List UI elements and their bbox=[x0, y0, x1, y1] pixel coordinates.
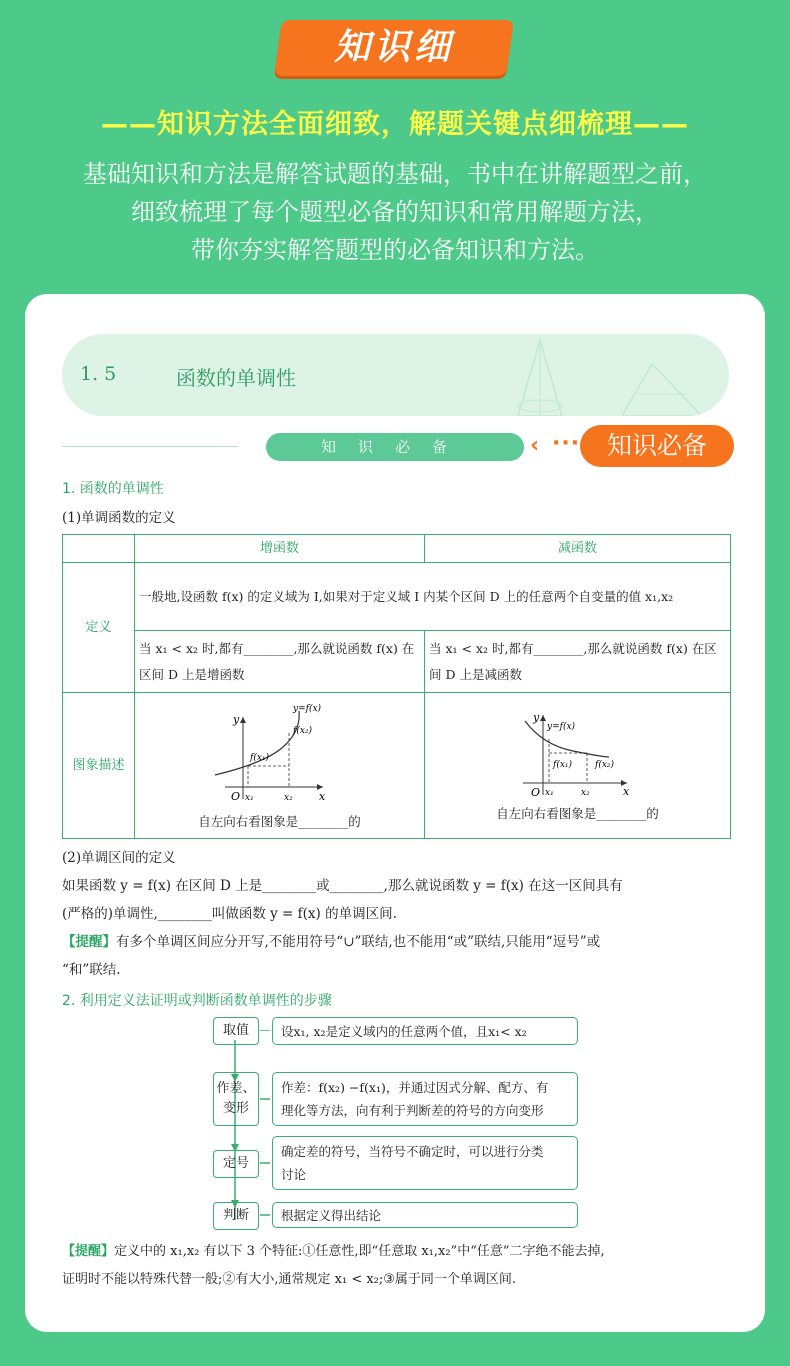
subheading-interval: (2)单调区间的定义 bbox=[62, 850, 176, 866]
graph-y-label: y bbox=[232, 712, 239, 726]
graph-increasing-caption: 自左向右看图象是________的 bbox=[198, 813, 361, 829]
intro-text bbox=[0, 155, 790, 269]
graph-fx2-label: f(x₂) bbox=[292, 725, 312, 736]
section-number: 1. 5 bbox=[80, 363, 117, 385]
tip-1-label: 【提醒】 bbox=[62, 934, 116, 950]
graph-x1-label: x₁ bbox=[244, 792, 254, 803]
decreasing-graph bbox=[503, 705, 653, 801]
interval-definition-line-1: 如果函数 y = f(x) 在区间 D 上是________或________,那么就说函数 y = f(x) 在这一区间具有 bbox=[62, 878, 623, 894]
table-row-definition-split bbox=[63, 631, 731, 693]
col-decreasing: 减函数 bbox=[425, 535, 731, 563]
graph2-fx1-label: f(x₁) bbox=[552, 759, 572, 770]
graph-fx1-label: f(x₁) bbox=[249, 752, 269, 763]
graph-curve-label: y=f(x) bbox=[292, 703, 321, 714]
flow-step-determine-sign: 定号 bbox=[213, 1150, 259, 1178]
row-graph: 图象描述 bbox=[63, 693, 135, 839]
graph2-fx2-label: f(x₂) bbox=[594, 759, 614, 770]
definition-common: 一般地,设函数 f(x) 的定义域为 I,如果对于定义域 I 内某个区间 D 上的任意两个自变量的值 x₁,x₂ bbox=[135, 563, 731, 631]
tip-2-text: 定义中的 x₁,x₂ 有以下 3 个特征:①任意性,即“任意取 x₁,x₂”中“任意”二字绝不能去掉, bbox=[114, 1244, 605, 1259]
knowledge-bar-label: 知识必备 bbox=[266, 433, 524, 461]
flow-step-subtract-line-2: 变形 bbox=[222, 1101, 249, 1116]
intro-line-3: 带你夯实解答题型的必备知识和方法。 bbox=[191, 236, 599, 264]
graph-increasing-cell bbox=[135, 693, 425, 839]
graph2-x1-label: x₁ bbox=[544, 787, 554, 798]
flow-step-subtract-line-1: 作差、 bbox=[216, 1081, 256, 1096]
flow-desc-subtract-line-1: 作差：f(x₂) −f(x₁)，并通过因式分解、配方、有 bbox=[281, 1080, 549, 1095]
graph-origin-label: O bbox=[230, 789, 240, 803]
definition-increasing: 当 x₁ < x₂ 时,都有________,那么就说函数 f(x) 在区间 D 上是增函数 bbox=[135, 631, 425, 693]
graph2-origin-label: O bbox=[530, 785, 540, 799]
knowledge-tag: 知识必备 bbox=[580, 425, 734, 467]
graph2-x-label: x bbox=[622, 784, 629, 798]
flow-desc-conclude: 根据定义得出结论 bbox=[272, 1202, 578, 1228]
graph-x-label: x bbox=[318, 789, 325, 803]
flow-step-take-values: 取值 bbox=[213, 1017, 259, 1045]
heading-monotonicity: 1. 函数的单调性 bbox=[62, 481, 164, 497]
compass-watermark-icon bbox=[62, 334, 729, 416]
tip-1-text: 有多个单调区间应分开写,不能用符号“∪”联结,也不能用“或”联结,只能用“逗号”或 bbox=[116, 934, 601, 950]
chevron-left-icon: ‹ bbox=[530, 433, 540, 458]
flow-desc-sign-line-1: 确定差的符号，当符号不确定时，可以进行分类 bbox=[281, 1144, 544, 1159]
tip-2-line-2: 证明时不能以特殊代替一般;②有大小,通常规定 x₁ < x₂;③属于同一个单调区间. bbox=[62, 1272, 517, 1287]
tip-2-line-1 bbox=[62, 1238, 732, 1266]
divider-line bbox=[62, 446, 238, 447]
col-increasing: 增函数 bbox=[135, 535, 425, 563]
graph-x2-label: x₂ bbox=[283, 792, 293, 803]
flow-step-conclude: 判断 bbox=[213, 1202, 259, 1230]
flow-desc-take-values: 设x₁, x₂是定义域内的任意两个值，且x₁< x₂ bbox=[272, 1017, 578, 1045]
row-definition: 定义 bbox=[63, 563, 135, 693]
dots-icon: ··· bbox=[552, 431, 581, 456]
subheading-definition: (1)单调函数的定义 bbox=[62, 510, 176, 526]
graph2-x2-label: x₂ bbox=[580, 787, 590, 798]
subtitle: ——知识方法全面细致，解题关键点细梳理—— bbox=[101, 109, 689, 140]
intro-line-2: 细致梳理了每个题型必备的知识和常用解题方法， bbox=[131, 198, 659, 226]
flow-desc-sign-line-2: 讨论 bbox=[281, 1167, 307, 1182]
definition-decreasing: 当 x₁ < x₂ 时,都有________,那么就说函数 f(x) 在区间 D 上是减函数 bbox=[425, 631, 731, 693]
increasing-graph bbox=[205, 703, 355, 807]
title-banner: 知识细 bbox=[333, 27, 454, 68]
table-row-definition-common bbox=[63, 563, 731, 631]
flow-step-subtract-transform bbox=[213, 1072, 259, 1126]
flow-desc-determine-sign bbox=[272, 1136, 578, 1190]
graph2-curve-label: y=f(x) bbox=[546, 721, 575, 732]
tip-2 bbox=[62, 1238, 732, 1294]
section-header-pill bbox=[62, 334, 729, 416]
heading-steps: 2. 利用定义法证明或判断函数单调性的步骤 bbox=[62, 993, 332, 1009]
section-title: 函数的单调性 bbox=[176, 366, 296, 390]
graph-decreasing-cell bbox=[425, 693, 731, 839]
flow-desc-subtract-line-2: 理化等方法，向有利于判断差的符号的方向变形 bbox=[281, 1103, 544, 1118]
table-corner-cell bbox=[63, 535, 135, 563]
graph2-y-label: y bbox=[532, 710, 539, 724]
intro-line-1: 基础知识和方法是解答试题的基础，书中在讲解题型之前， bbox=[83, 160, 707, 188]
table-header-row bbox=[63, 535, 731, 563]
table-row-graph bbox=[63, 693, 731, 839]
interval-definition-line-2: (严格的)单调性,________叫做函数 y = f(x) 的单调区间. bbox=[62, 906, 397, 922]
flow-desc-subtract-transform bbox=[272, 1072, 578, 1126]
tip-1-line-2: “和”联结. bbox=[62, 962, 121, 978]
monotonic-function-table bbox=[62, 534, 731, 839]
tip-1-line-1 bbox=[62, 928, 600, 956]
tip-2-label: 【提醒】 bbox=[62, 1244, 115, 1259]
graph-decreasing-caption: 自左向右看图象是________的 bbox=[496, 805, 659, 821]
